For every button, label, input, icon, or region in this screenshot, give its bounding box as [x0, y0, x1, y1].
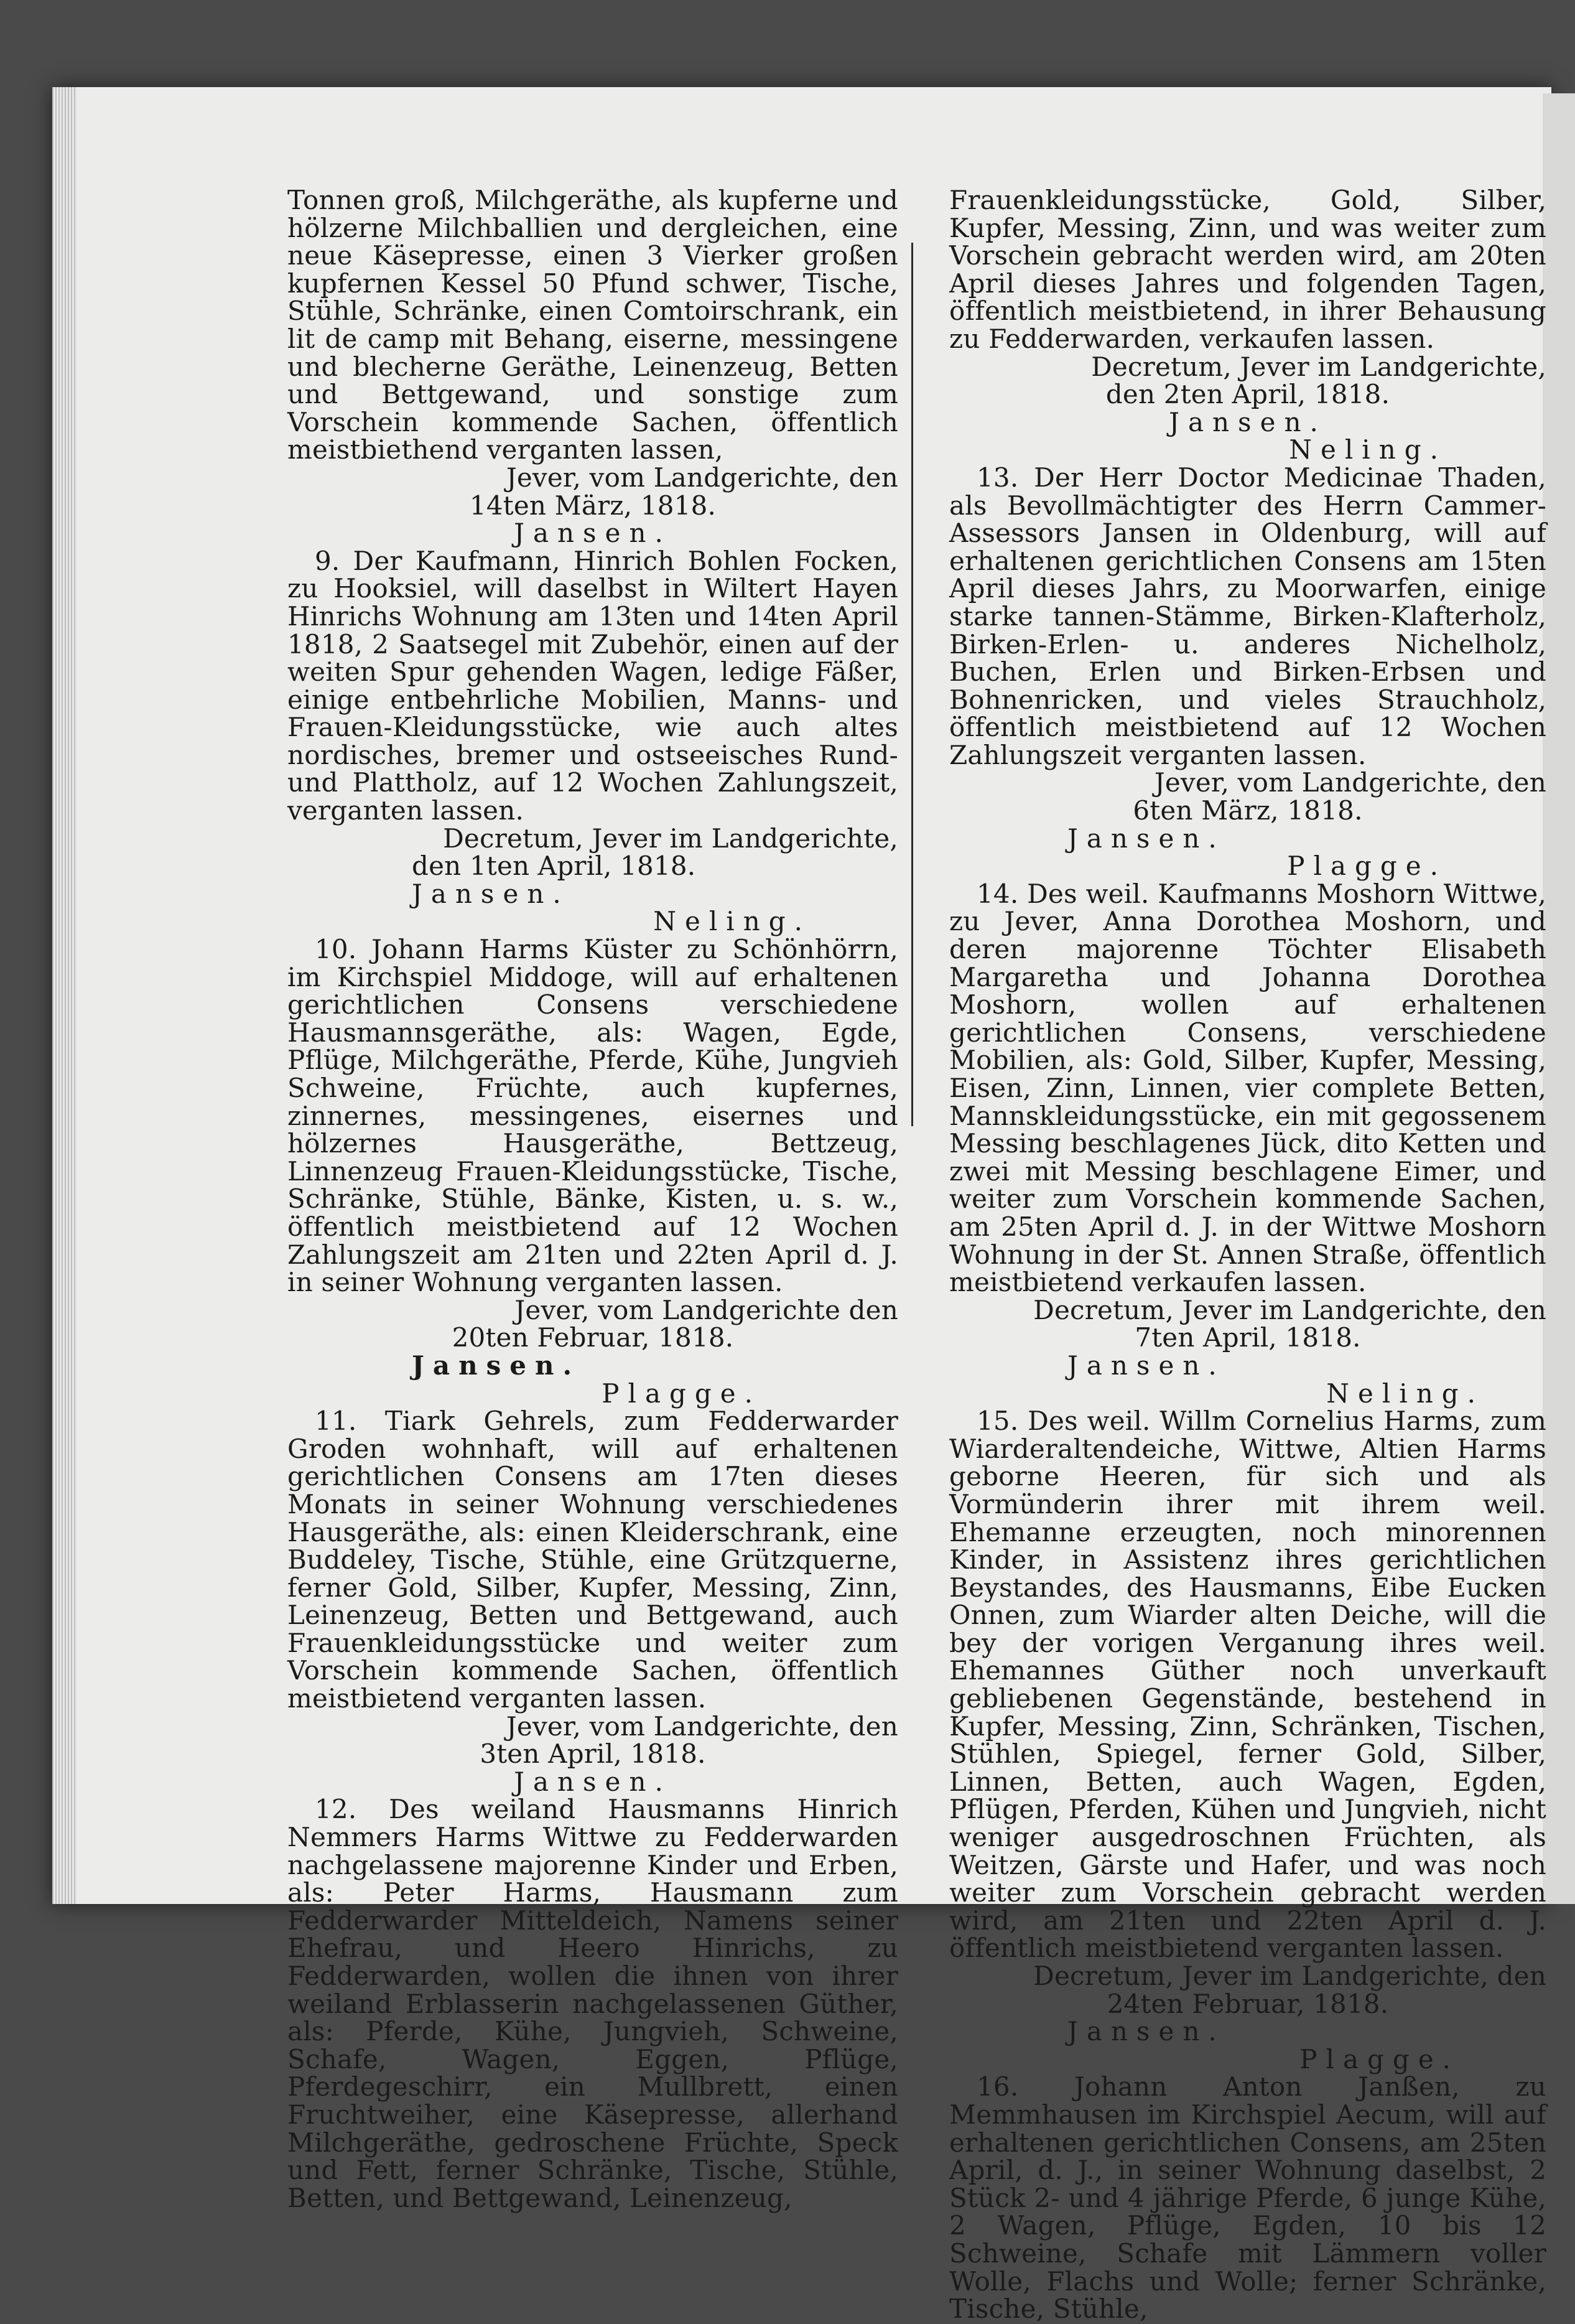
notice-continuation: Tonnen groß, Milchgeräthe, als kupferne und hölzerne Milchballien und dergleichen, eine neue Käsepresse, einen 3 Vierker großen kupfernen Kessel 50 Pfund schwer, Tische, Stühle, Schränke, einen Comtoirschrank, ein lit de camp mit Behang, eiserne, messingene und blecherne Geräthe, Leinenzeug, Betten und Bettgewand, und sonstige zum Vorschein kommende Sachen, öffentlich meistbiethend verganten lassen,: [287, 185, 898, 465]
signature-date: 24ten Februar, 1818.: [1107, 1988, 1389, 2019]
signature-place-date: Jever, vom Landgerichte den: [514, 1294, 898, 1325]
signature-date: den 1ten April, 1818.: [412, 851, 696, 882]
signature-date: 14ten März, 1818.: [469, 490, 717, 521]
left-column: [287, 187, 898, 2212]
signature-place-date: Jever, vom Landgerichte, den: [1154, 767, 1546, 798]
page-edge-stack: [52, 87, 77, 1904]
notice-13: 13. Der Herr Doctor Medicinae Thaden, als Bevollmächtigter des Herrn Cammer-Assessors Jansen in Oldenburg, will auf erhaltenen gerichtlichen Consens am 15ten April dieses Jahrs, zu Moorwarfen, einige starke tannen-Stämme, Birken-Klafterholz, Birken-Erlen- u. anderes Nichelholz, Buchen, Erlen und Birken-Erbsen und Bohnenricken, und vieles Strauchholz, öffentlich meistbietend auf 12 Wochen Zahlungszeit verganten lassen.: [949, 462, 1546, 770]
notice-10: 10. Johann Harms Küster zu Schönhörrn, im Kirchspiel Middoge, will auf erhaltenen gerichtlichen Consens verschiedene Hausmannsgeräthe, als: Wagen, Egde, Pflüge, Milchgeräthe, Pferde, Kühe, Jungvieh Schweine, Früchte, auch kupfernes, zinnernes, messingenes, eisernes und hölzernes Hausgeräthe, Bettzeug, Linnenzeug Frauen-Kleidungsstücke, Tische, Schränke, Stühle, Bänke, Kisten, u. s. w., öffentlich meistbietend auf 12 Wochen Zahlungszeit am 21ten und 22ten April d. J. in seiner Wohnung verganten lassen.: [287, 934, 898, 1298]
signature-name: Plagge.: [1287, 851, 1447, 882]
signature-name: Jansen.: [514, 518, 672, 549]
signature-name: Neling.: [1289, 434, 1447, 465]
signature-name: Jansen.: [514, 1766, 672, 1797]
right-column: [949, 187, 1546, 2323]
notice-11: 11. Tiark Gehrels, zum Fedderwarder Groden wohnhaft, will auf erhaltenen gerichtlichen Consens am 17ten dieses Monats in seiner Wohnung verschiedenes Hausgeräthe, als: einen Kleiderschrank, eine Buddeley, Tische, Stühle, eine Grützquerne, ferner Gold, Silber, Kupfer, Messing, Zinn, Leinenzeug, Betten und Bettgewand, auch Frauenkleidungsstücke und weiter zum Vorschein kommende Sachen, öffentlich meistbietend verganten lassen.: [287, 1406, 898, 1714]
signature-date: 7ten April, 1818.: [1135, 1322, 1361, 1353]
signature-date: 20ten Februar, 1818.: [452, 1322, 734, 1353]
signature-name: Jansen.: [412, 1350, 581, 1381]
notice-9: 9. Der Kaufmann, Hinrich Bohlen Focken, zu Hooksiel, will daselbst in Wiltert Hayen Hinrichs Wohnung am 13ten und 14ten April 1818, 2 Saatsegel mit Zubehör, einen auf der weiten Spur gehenden Wagen, ledige Fäßer, einige entbehrliche Mobilien, Manns- und Frauen-Kleidungsstücke, wie auch altes nordisches, bremer und ostseeisches Rund- und Plattholz, auf 12 Wochen Zahlungszeit, verganten lassen.: [287, 545, 898, 826]
signature-place-date: Jever, vom Landgerichte, den: [506, 462, 898, 493]
signature-date: 3ten April, 1818.: [480, 1738, 706, 1770]
signature-place-date: Jever, vom Landgerichte, den: [506, 1710, 898, 1742]
signature-name: Plagge.: [602, 1378, 761, 1409]
notice-14: 14. Des weil. Kaufmanns Moshorn Wittwe, zu Jever, Anna Dorothea Moshorn, und deren majorenne Töchter Elisabeth Margaretha und Johanna Dorothea Moshorn, wollen auf erhaltenen gerichtlichen Consens, verschiedene Mobilien, als: Gold, Silber, Kupfer, Messing, Eisen, Zinn, Linnen, vier complete Betten, Mannskleidungsstücke, ein mit gegossenem Messing beschlagenes Jück, dito Ketten und zwei mit Messing beschlagene Eimer, und weiter zum Vorschein kommende Sachen, am 25ten April d. J. in der Wittwe Moshorn Wohnung in der St. Annen Straße, öffentlich meistbietend verkaufen lassen.: [949, 878, 1546, 1298]
signature-name: Jansen.: [1169, 406, 1327, 437]
notice-15: 15. Des weil. Willm Cornelius Harms, zum Wiarderaltendeiche, Wittwe, Altien Harms geborne Heeren, für sich und als Vormünderin ihrer mit ihrem weil. Ehemanne erzeugten, noch minorennen Kinder, in Assistenz ihres gerichtlichen Beystandes, des Hausmanns, Eibe Eucken Onnen, zum Wiarder alten Deiche, will die bey der vorigen Verganung ihres weil. Ehemannes Güther noch unverkauft gebliebenen Gegenstände, bestehend in Kupfer, Messing, Zinn, Schränken, Tischen, Stühlen, Spiegel, ferner Gold, Silber, Linnen, Betten, auch Wagen, Egden, Pflügen, Pferden, Kühen und Jungvieh, nicht weniger ausgedroschnen Früchten, als Weitzen, Gärste und Hafer, und was noch weiter zum Vorschein gebracht werden wird, am 21ten und 22ten April d. J. öffentlich meistbietend verganten lassen.: [949, 1406, 1546, 1964]
signature-name: Jansen.: [412, 878, 570, 909]
notice-continuation: Frauenkleidungsstücke, Gold, Silber, Kupfer, Messing, Zinn, und was weiter zum Vorschein gebracht werden wird, am 20ten April dieses Jahres und folgenden Tagen, öffentlich meistbietend, in ihrer Behausung zu Fedderwarden, verkaufen lassen.: [949, 185, 1546, 354]
signature-name: Jansen.: [1067, 2016, 1225, 2047]
notice-12: 12. Des weiland Hausmanns Hinrich Nemmers Harms Wittwe zu Fedderwarden nachgelassene majorenne Kinder und Erben, als: Peter Harms, Hausmann zum Fedderwarder Mitteldeich, Namens seiner Ehefrau, und Heero Hinrichs, zu Fedderwarden, wollen die ihnen von ihrer weiland Erblasserin nachgelassenen Güther, als: Pferde, Kühe, Jungvieh, Schweine, Schafe, Wagen, Eggen, Pflüge, Pferdegeschirr, ein Mullbrett, einen Fruchtweiher, eine Käsepresse, allerhand Milchgeräthe, gedroschene Früchte, Speck und Fett, ferner Schränke, Tische, Stühle, Betten, und Bettgewand, Leinenzeug,: [287, 1794, 898, 2213]
signature-date: 6ten März, 1818.: [1133, 795, 1363, 826]
signature-name: Neling.: [1326, 1378, 1484, 1409]
signature-name: Neling.: [653, 906, 811, 937]
signature-place-date: Decretum, Jever im Landgerichte, den: [1033, 1961, 1546, 1991]
column-divider: [911, 243, 913, 1126]
signature-name: Jansen.: [1067, 1350, 1225, 1381]
signature-place-date: Decretum, Jever im Landgerichte,: [1091, 351, 1546, 382]
signature-date: den 2ten April, 1818.: [1105, 379, 1390, 410]
notice-16: 16. Johann Anton Janßen, zu Memmhausen im Kirchspiel Aecum, will auf erhaltenen gerichtlichen Consens, am 25ten April, d. J., in seiner Wohnung daselbst, 2 Stück 2- und 4 jährige Pferde, 6 junge Kühe, 2 Wagen, Pflüge, Egden, 10 bis 12 Schweine, Schafe mit Lämmern voller Wolle, Flachs und Wolle; ferner Schränke, Tische, Stühle,: [949, 2071, 1546, 2324]
signature-name: Jansen.: [1067, 823, 1225, 854]
signature-place-date: Decretum, Jever im Landgerichte, den: [1033, 1294, 1546, 1325]
signature-name: Plagge.: [1299, 2043, 1459, 2074]
page-right-edge: [1543, 93, 1575, 1904]
signature-place-date: Decretum, Jever im Landgerichte,: [443, 823, 898, 854]
